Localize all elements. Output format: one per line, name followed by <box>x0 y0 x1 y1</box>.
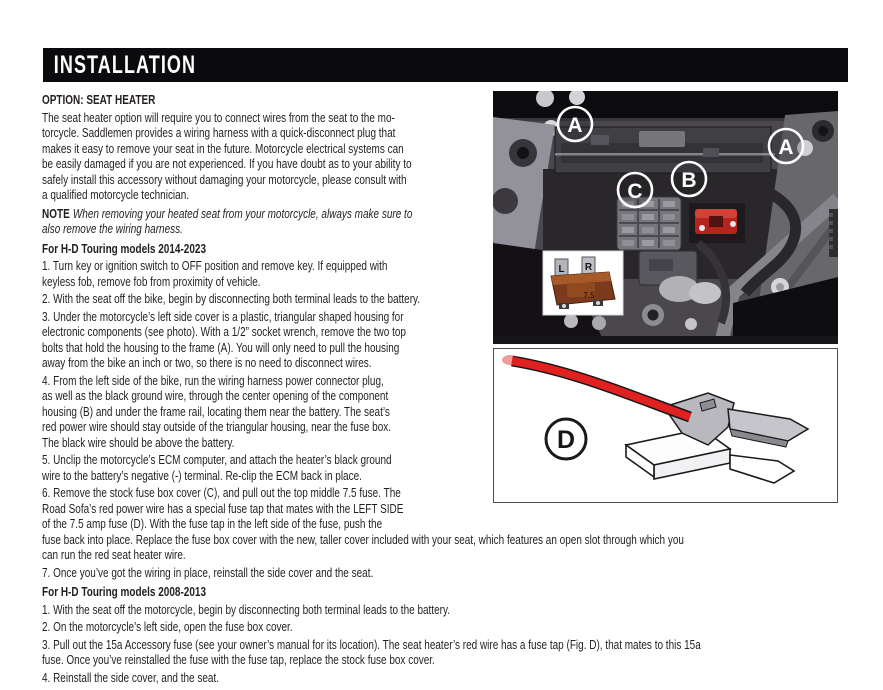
installation-photo-art <box>493 91 838 344</box>
svg-text:D: D <box>556 426 576 454</box>
belt-tooth <box>829 229 833 233</box>
tray-clip <box>639 131 685 147</box>
hex-bolt <box>592 316 606 330</box>
text-line: safely install this accessory without damaging your motorcycle, please consult with <box>42 171 407 187</box>
text-line: away from the bike an inch or two, so there is no need to disconnect wires. <box>42 355 372 370</box>
text-line: electronic components (see photo). With a 1/2” socket wrench, remove the two top <box>42 324 406 339</box>
note-text: When removing your heated seat from your motorcycle, always make sure to <box>72 205 413 221</box>
text-line: fuse back into place. Replace the fuse box cover with the new, taller cover included with your seat, which features an open slot through which you <box>42 531 684 547</box>
svg-text:B: B <box>681 169 697 192</box>
section-header-bar <box>43 48 848 82</box>
section2-steps <box>42 602 848 686</box>
step-paragraph <box>42 602 848 618</box>
grommet-center <box>517 147 529 159</box>
frame-washer-hole <box>648 310 659 321</box>
fuse-amperage: 7.5 <box>583 291 595 300</box>
text-line: The seat heater option will require you to connect wires from the seat to the mo- <box>42 109 395 125</box>
text-line: 2. With the seat off the bike, begin by disconnecting both terminal leads to the battery. <box>42 291 421 306</box>
text-line: The black wire should be above the battery. <box>42 434 235 450</box>
text-line: bolts that hold the housing to the frame (A). You will only need to pull the housing <box>42 339 400 355</box>
text-line: Road Sofa’s red power wire has a special fuse tap that mates with the LEFT SIDE <box>42 500 404 516</box>
text-line: keyless fob, remove fob from proximity of vehicle. <box>42 273 261 289</box>
fuse-blade-outline <box>730 455 794 483</box>
section2-heading: For H-D Touring models 2008-2013 <box>42 584 206 599</box>
hex-bolt-center <box>776 283 784 291</box>
belt-tooth <box>829 213 833 217</box>
fuse-contact-dot <box>596 301 600 305</box>
step-paragraph <box>42 670 848 686</box>
connector-slot <box>649 259 673 271</box>
hex-bolt <box>685 318 697 330</box>
cable-cylinder <box>689 282 721 304</box>
step-paragraph <box>42 619 848 635</box>
fuse-inset-image <box>543 251 623 315</box>
svg-text:A: A <box>778 136 794 159</box>
text-line: a qualified motorcycle technician. <box>42 187 190 202</box>
note-text: also remove the wiring harness. <box>42 221 183 236</box>
note-label: NOTE <box>42 205 70 221</box>
option-heading: OPTION: SEAT HEATER <box>42 92 156 107</box>
callout-a-left <box>558 107 592 141</box>
tray-rail <box>555 153 775 156</box>
grommet-hole <box>493 188 518 214</box>
callout-a-right <box>769 129 803 163</box>
text-line: as well as the black ground wire, through the center opening of the component <box>42 388 389 403</box>
text-line: of the 7.5 amp fuse (D). With the fuse tap in the left side of the fuse, push the <box>42 516 383 531</box>
text-line: 5. Unclip the motorcycle’s ECM computer, and attach the heater’s black ground <box>42 452 392 467</box>
text-line: 3. Pull out the 15a Accessory fuse (see your owner’s manual for its location). The seat heater’s red wire has a fuse tap (Fig. D), that mates to this 15a <box>42 636 701 652</box>
text-line: 1. With the seat off the motorcycle, begin by disconnecting both terminal leads to the battery. <box>42 601 451 617</box>
tray-tab <box>703 148 719 157</box>
wire-tip-fade <box>502 355 518 365</box>
text-line: 2. On the motorcycle’s left side, open the fuse box cover. <box>42 619 293 634</box>
text-line: 6. Remove the stock fuse box cover (C), and pull out the top middle 7.5 fuse. The <box>42 485 401 500</box>
callout-d <box>546 419 586 459</box>
text-line: housing (B) and under the frame rail, locating them near the battery. The seat’s <box>42 403 390 419</box>
text-line: red power wire should stay outside of the triangular housing, near the fuse box. <box>42 419 392 434</box>
text-line: makes it easy to remove your seat in the future. Motorcycle electrical systems can <box>42 140 404 156</box>
belt-tooth <box>829 221 833 225</box>
red-wire <box>502 355 690 417</box>
step-paragraph <box>42 565 848 581</box>
figure-column <box>493 91 838 503</box>
tray-tab <box>591 135 609 145</box>
bottom-shadow <box>493 336 838 344</box>
belt-tooth <box>829 245 833 249</box>
text-line: be easily damaged if you are not experienced. If you have doubt as to your ability to <box>42 156 412 171</box>
text-line: 3. Under the motorcycle’s left side cover is a plastic, triangular shaped housing for <box>42 308 404 324</box>
text-line: can run the red seat heater wire. <box>42 547 186 562</box>
text-line: fuse. Once you’ve reinstalled the fuse with the fuse tap, replace the stock fuse box cover. <box>42 652 435 667</box>
callout-c <box>618 173 652 207</box>
svg-text:C: C <box>627 180 643 203</box>
callout-b <box>672 162 706 196</box>
installation-photo <box>493 91 838 344</box>
fuse-tap-diagram <box>493 348 838 503</box>
page-title: INSTALLATION <box>53 50 197 79</box>
frame-hole-center <box>818 126 828 136</box>
fuse-left-label: L <box>558 264 565 275</box>
fuse-right-label: R <box>584 262 593 273</box>
text-line: 1. Turn key or ignition switch to OFF position and remove key. If equipped with <box>42 258 388 273</box>
text-line: torcycle. Saddlemen provides a wiring harness with a quick-disconnect plug that <box>42 125 396 140</box>
text-line: 4. From the left side of the bike, run the wiring harness power connector plug, <box>42 372 384 388</box>
fuse-contact-dot <box>562 304 566 308</box>
text-line: 4. Reinstall the side cover, and the seat. <box>42 669 220 685</box>
step-paragraph <box>42 637 848 668</box>
text-line: 7. Once you’ve got the wiring in place, reinstall the side cover and the seat. <box>42 564 374 580</box>
hex-bolt <box>564 314 578 328</box>
fuse-tap-diagram-art <box>494 349 837 502</box>
belt-tooth <box>829 237 833 241</box>
svg-text:A: A <box>567 114 583 137</box>
section1-heading: For H-D Touring models 2014-2023 <box>42 240 206 256</box>
text-line: wire to the battery’s negative (-) terminal. Re-clip the ECM back in place. <box>42 467 362 483</box>
red-connector <box>689 203 745 243</box>
